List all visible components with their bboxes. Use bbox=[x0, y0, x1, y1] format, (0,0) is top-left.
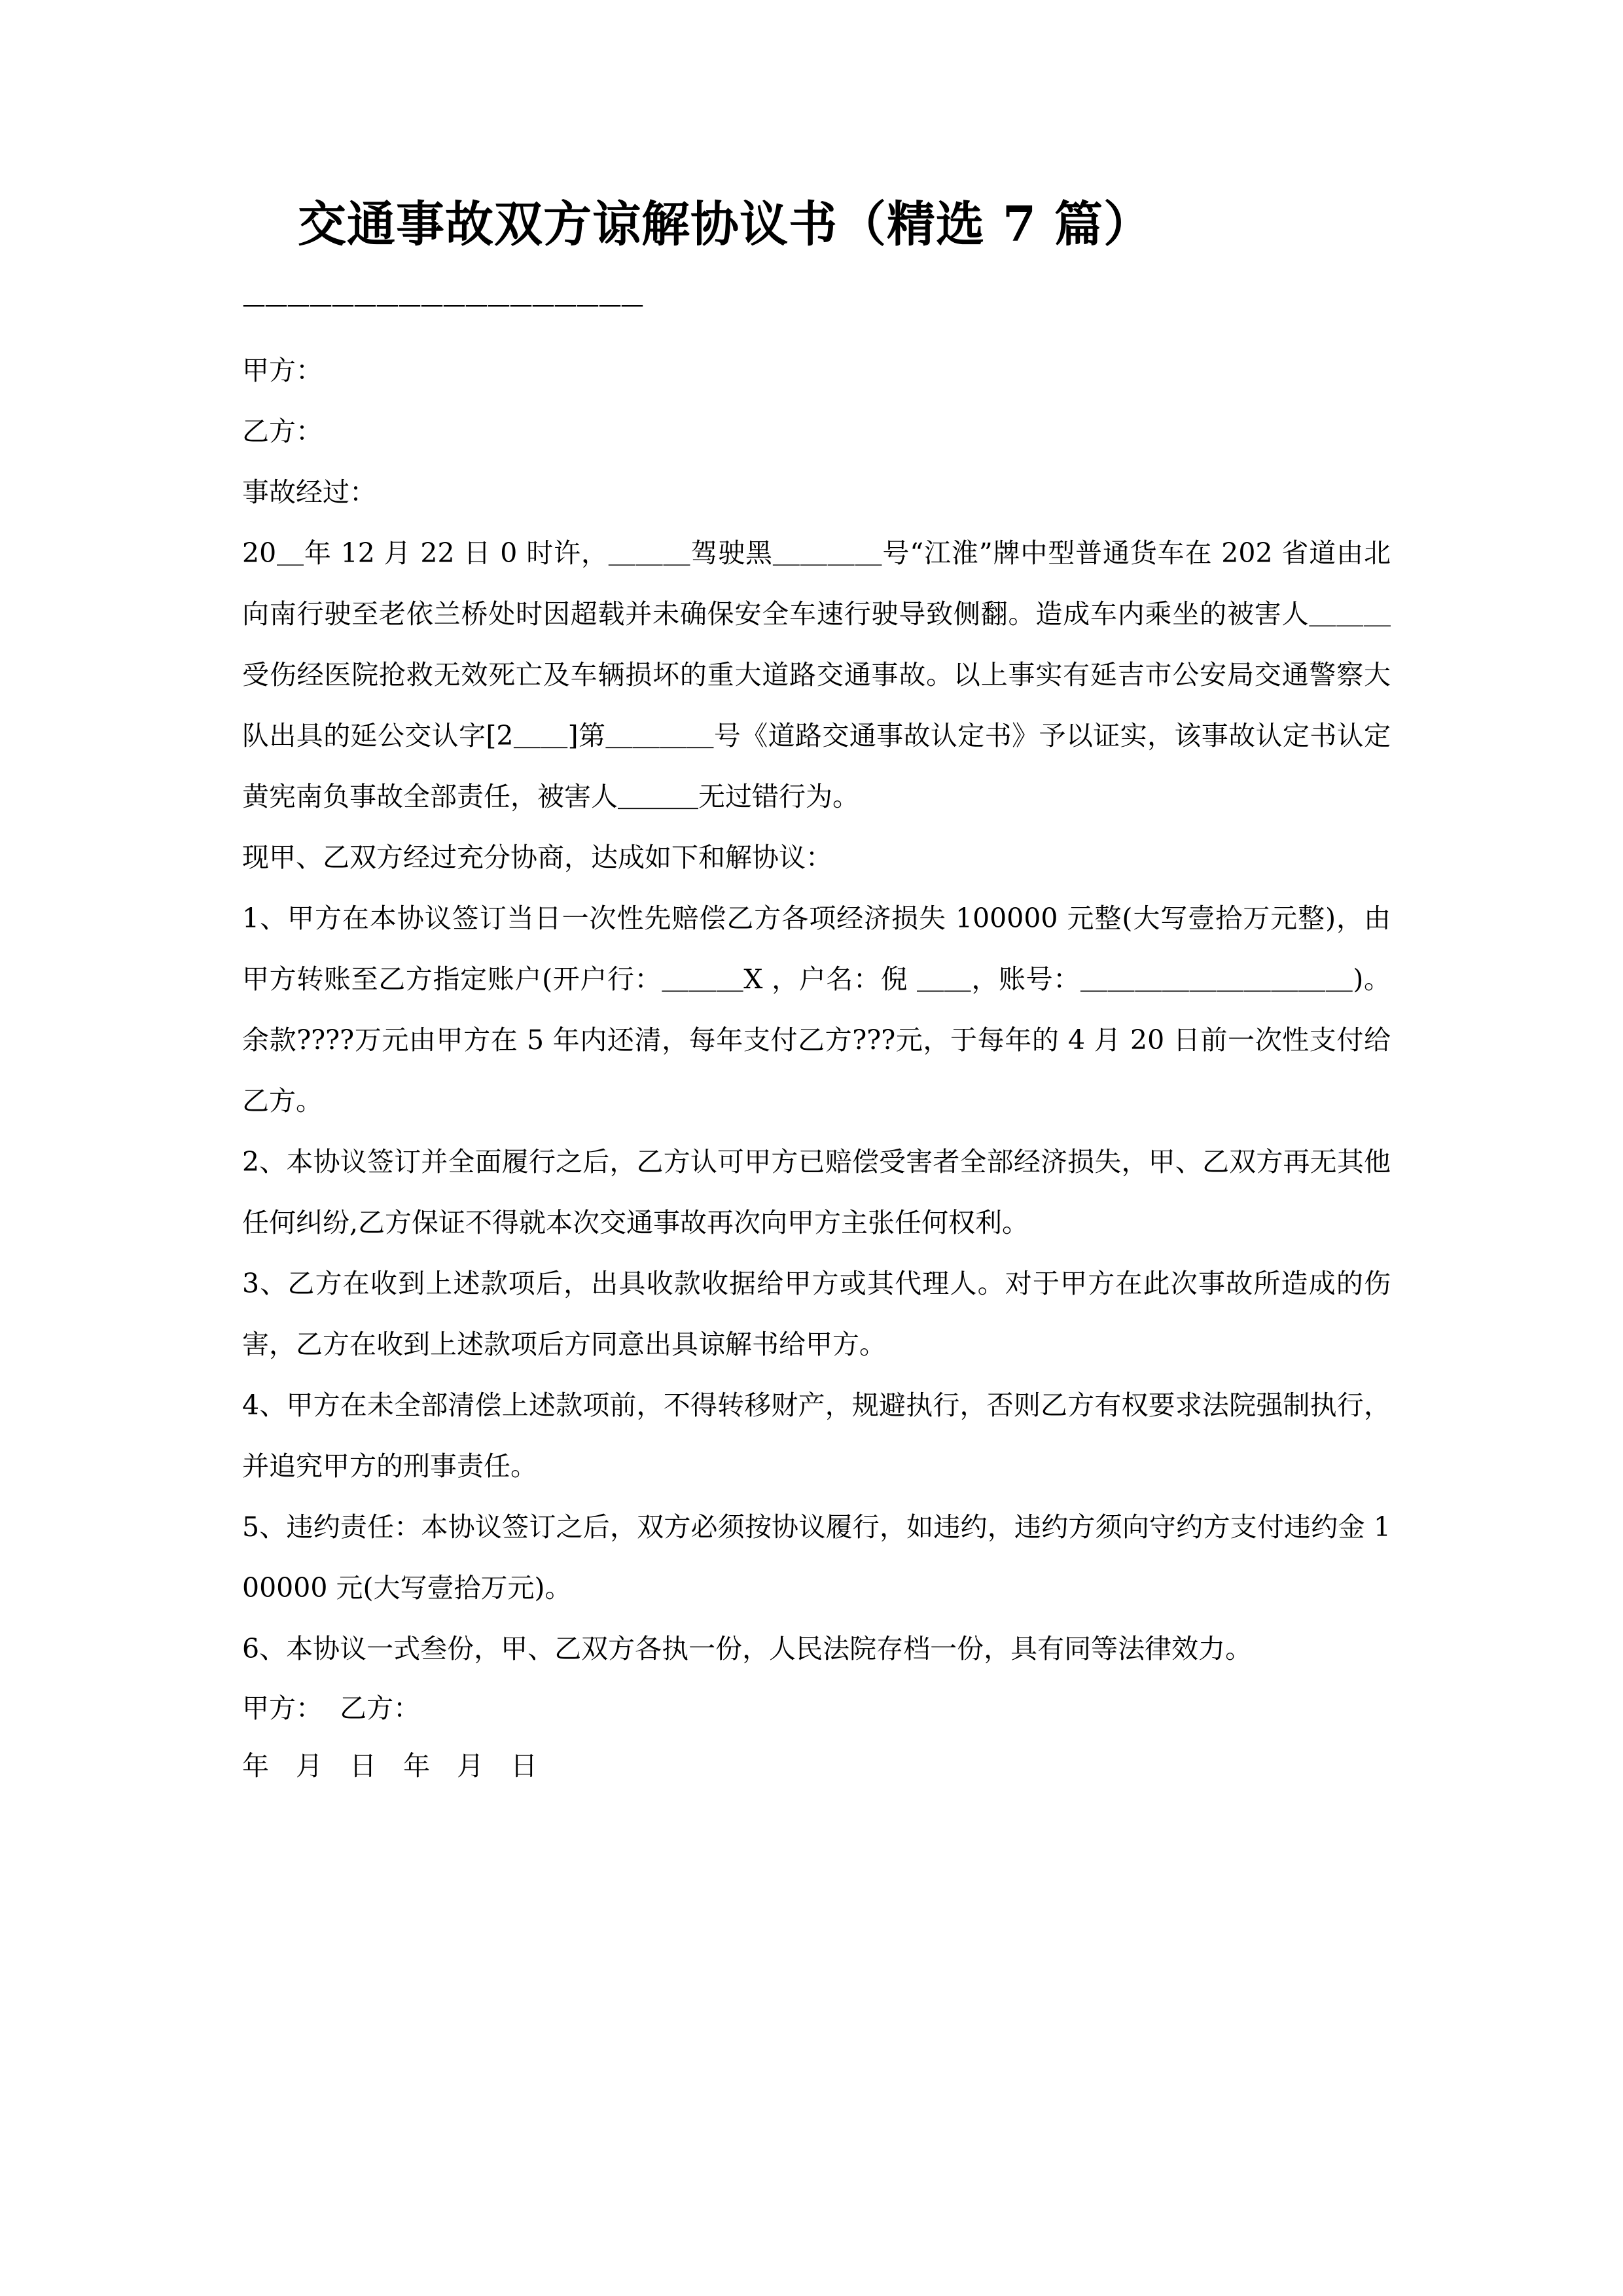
accident-heading: 事故经过： bbox=[242, 476, 376, 508]
page-title: 交通事故双方谅解协议书（精选 7 篇） bbox=[298, 196, 1153, 253]
clause-item: 1、甲方在本协议签订当日一次性先赔偿乙方各项经济损失 100000 元整(大写壹拾万元整)，由甲方转账至乙方指定账户(开户行：＿＿＿X ，户名：倪 ＿＿，账号：＿＿＿＿＿＿＿＿＿＿)。余款????万元由甲方在 5 年内还清，每年支付乙方???元，于每年的 4 月 20 日前一次性支付给乙方。 bbox=[242, 903, 1391, 1117]
party-b-label: 乙方： bbox=[242, 416, 323, 447]
clause-item: 6、本协议一式叁份，甲、乙双方各执一份，人民法院存档一份，具有同等法律效力。 bbox=[242, 1633, 1253, 1664]
date-line: 年 月 日 年 月 日 bbox=[242, 1750, 547, 1782]
clause-item: 3、乙方在收到上述款项后，出具收款收据给甲方或其代理人。对于甲方在此次事故所造成的伤害，乙方在收到上述款项后方同意出具谅解书给甲方。 bbox=[242, 1268, 1391, 1360]
clause-item: 5、违约责任：本协议签订之后，双方必须按协议履行，如违约，违约方须向守约方支付违约金 100000 元(大写壹拾万元)。 bbox=[242, 1511, 1391, 1604]
title-divider: —————————————————— bbox=[242, 293, 643, 317]
clause-item: 4、甲方在未全部清偿上述款项前，不得转移财产，规避执行，否则乙方有权要求法院强制执行，并追究甲方的刑事责任。 bbox=[242, 1390, 1391, 1482]
signature-line: 甲方： 乙方： bbox=[242, 1693, 421, 1724]
accident-description: 20＿年 12 月 22 日 0 时许，＿＿＿驾驶黑＿＿＿＿号“江淮”牌中型普通货车在 202 省道由北向南行驶至老依兰桥处时因超载并未确保安全车速行驶导致侧翻。造成车内乘坐的被害人＿＿＿受伤经医院抢救无效死亡及车辆损坏的重大道路交通事故。以上事实有延吉市公安局交通警察大队出具的延公交认字[2＿＿]第＿＿＿＿号《道路交通事故认定书》予以证实，该事故认定书认定黄宪南负事故全部责任，被害人＿＿＿无过错行为。 bbox=[242, 537, 1391, 812]
party-a-label: 甲方： bbox=[242, 355, 323, 386]
negotiation-intro: 现甲、乙双方经过充分协商，达成如下和解协议： bbox=[242, 842, 832, 873]
clause-item: 2、本协议签订并全面履行之后，乙方认可甲方已赔偿受害者全部经济损失，甲、乙双方再无其他任何纠纷,乙方保证不得就本次交通事故再次向甲方主张任何权利。 bbox=[242, 1146, 1391, 1238]
document-body bbox=[242, 340, 1391, 1795]
